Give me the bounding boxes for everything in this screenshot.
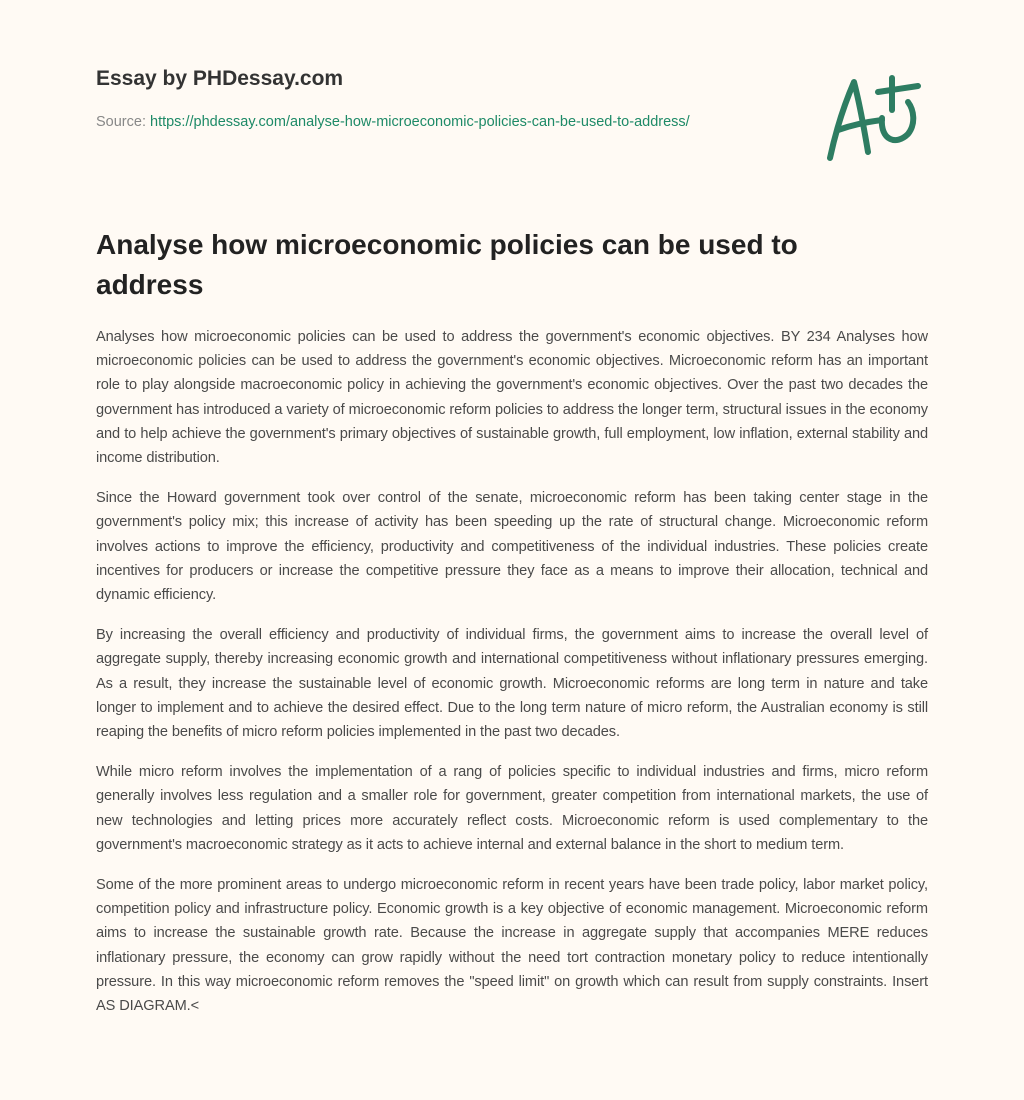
a-plus-logo-icon bbox=[822, 70, 932, 170]
paragraph: While micro reform involves the implementation of a rang of policies specific to individual industries and firms, micro reform generally involves less regulation and a smaller role for government, greater competition from international markets, the use of new technologies and letting prices more accurately reflect costs. Microeconomic reform is used complementary to the government's macroeconomic strategy as it acts to achieve internal and external balance in the short to medium term. bbox=[96, 764, 928, 853]
article bbox=[96, 225, 928, 1034]
article-title: Analyse how microeconomic policies can be used to address bbox=[96, 229, 798, 300]
paragraph: Some of the more prominent areas to undergo microeconomic reform in recent years have been trade policy, labor market policy, competition policy and infrastructure policy. Economic growth is a key objective of economic management. Microeconomic reform aims to increase the sustainable growth rate. Because the increase in aggregate supply that accompanies MERE reduces inflationary pressure, the economy can grow rapidly without the need tort contraction monetary policy to reduce intentionally pressure. In this way microeconomic reform removes the "speed limit" on growth which can result from supply constraints. Insert AS DIAGRAM.< bbox=[96, 877, 928, 1015]
paragraph: Since the Howard government took over control of the senate, microeconomic reform has been taking center stage in the government's policy mix; this increase of activity has been speeding up the rate of structural change. Microeconomic reform involves actions to improve the efficiency, productivity and competitiveness of the individual industries. These policies create incentives for producers or increase the competitive pressure they face as a means to improve their allocation, technical and dynamic efficiency. bbox=[96, 490, 928, 604]
paragraph: Analyses how microeconomic policies can be used to address the government's economic objectives. BY 234 Analyses how microeconomic policies can be used to address the government's economic objectives. Microeconomic reform has an important role to play alongside macroeconomic policy in achieving the government's economic objectives. Over the past two decades the government has introduced a variety of microeconomic reform policies to address the longer term, structural issues in the economy and to help achieve the government's primary objectives of sustainable growth, full employment, low inflation, external stability and income distribution. bbox=[96, 329, 928, 467]
article-body bbox=[96, 325, 928, 1018]
paragraph: By increasing the overall efficiency and productivity of individual firms, the government aims to increase the overall level of aggregate supply, thereby increasing economic growth and international competitiveness without inflationary pressures emerging. As a result, they increase the sustainable level of economic growth. Microeconomic reforms are long term in nature and take longer to implement and to achieve the desired effect. Due to the long term nature of micro reform, the Australian economy is still reaping the benefits of micro reform policies implemented in the past two decades. bbox=[96, 627, 928, 741]
source-label: Source: bbox=[96, 114, 150, 130]
source-link[interactable]: https://phdessay.com/analyse-how-microeconomic-policies-can-be-used-to-address/ bbox=[150, 114, 690, 130]
brand-title: Essay by PHDessay.com bbox=[96, 67, 344, 90]
site-header bbox=[96, 64, 736, 134]
source-line bbox=[96, 110, 736, 134]
